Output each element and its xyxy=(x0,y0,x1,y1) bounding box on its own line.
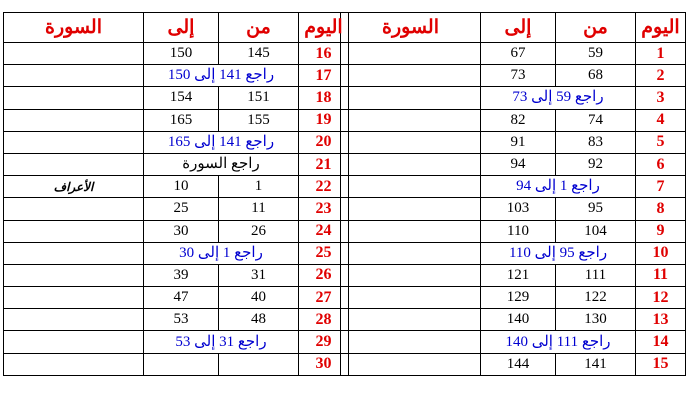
from-cell: 95 xyxy=(556,198,636,220)
to-cell: 154 xyxy=(144,87,219,109)
surah-cell xyxy=(4,242,144,264)
table-row xyxy=(341,331,686,353)
day-cell: 26 xyxy=(299,264,349,286)
to-cell: 91 xyxy=(481,131,556,153)
from-cell: 59 xyxy=(556,43,636,65)
header-surah: السورة xyxy=(341,13,481,43)
from-cell: 83 xyxy=(556,131,636,153)
table-row xyxy=(4,287,349,309)
surah-cell xyxy=(341,309,481,331)
from-cell: 40 xyxy=(219,287,299,309)
surah-cell xyxy=(341,287,481,309)
from-cell: 151 xyxy=(219,87,299,109)
from-cell: 74 xyxy=(556,109,636,131)
to-cell: 82 xyxy=(481,109,556,131)
table-row xyxy=(341,198,686,220)
surah-cell xyxy=(341,242,481,264)
to-cell: 150 xyxy=(144,43,219,65)
surah-cell xyxy=(341,153,481,175)
schedule-table-days-1-15 xyxy=(340,12,686,376)
from-cell: 155 xyxy=(219,109,299,131)
table-row xyxy=(4,176,349,198)
table-row xyxy=(4,309,349,331)
day-cell: 13 xyxy=(636,309,686,331)
table-row xyxy=(4,87,349,109)
review-cell: راجع 1 إلى 94 xyxy=(481,176,636,198)
table-body xyxy=(341,43,686,376)
to-cell: 67 xyxy=(481,43,556,65)
day-cell: 6 xyxy=(636,153,686,175)
table-row xyxy=(341,353,686,375)
to-cell: 10 xyxy=(144,176,219,198)
table-row xyxy=(341,109,686,131)
day-cell: 23 xyxy=(299,198,349,220)
from-cell: 130 xyxy=(556,309,636,331)
from-cell: 26 xyxy=(219,220,299,242)
surah-cell xyxy=(341,65,481,87)
day-cell: 29 xyxy=(299,331,349,353)
day-cell: 18 xyxy=(299,87,349,109)
header-to: إلى xyxy=(481,13,556,43)
review-cell: راجع السورة xyxy=(144,153,299,175)
table-row xyxy=(4,331,349,353)
surah-cell xyxy=(4,153,144,175)
table-row xyxy=(341,131,686,153)
schedule-table-days-16-30 xyxy=(3,12,349,376)
from-cell: 145 xyxy=(219,43,299,65)
surah-cell xyxy=(4,131,144,153)
from-cell: 11 xyxy=(219,198,299,220)
to-cell: 165 xyxy=(144,109,219,131)
table-row xyxy=(341,153,686,175)
review-cell: راجع 1 إلى 30 xyxy=(144,242,299,264)
header-to: إلى xyxy=(144,13,219,43)
to-cell: 140 xyxy=(481,309,556,331)
day-cell: 5 xyxy=(636,131,686,153)
table-row xyxy=(4,109,349,131)
day-cell: 15 xyxy=(636,353,686,375)
from-cell: 1 xyxy=(219,176,299,198)
surah-cell xyxy=(341,353,481,375)
surah-cell xyxy=(341,220,481,242)
from-cell xyxy=(219,353,299,375)
surah-cell xyxy=(341,87,481,109)
day-cell: 9 xyxy=(636,220,686,242)
surah-cell xyxy=(341,331,481,353)
table-row xyxy=(4,264,349,286)
day-cell: 7 xyxy=(636,176,686,198)
table-row xyxy=(341,264,686,286)
surah-cell xyxy=(341,131,481,153)
day-cell: 12 xyxy=(636,287,686,309)
table-row xyxy=(4,153,349,175)
day-cell: 21 xyxy=(299,153,349,175)
review-cell: راجع 31 إلى 53 xyxy=(144,331,299,353)
to-cell: 121 xyxy=(481,264,556,286)
header-row xyxy=(341,13,686,43)
from-cell: 31 xyxy=(219,264,299,286)
surah-cell xyxy=(341,109,481,131)
to-cell: 103 xyxy=(481,198,556,220)
day-cell: 30 xyxy=(299,353,349,375)
header-from: من xyxy=(219,13,299,43)
surah-cell xyxy=(4,353,144,375)
surah-cell xyxy=(341,176,481,198)
day-cell: 10 xyxy=(636,242,686,264)
review-cell: راجع 95 إلى 110 xyxy=(481,242,636,264)
surah-cell xyxy=(341,43,481,65)
surah-cell xyxy=(4,87,144,109)
table-row xyxy=(4,65,349,87)
day-cell: 25 xyxy=(299,242,349,264)
from-cell: 141 xyxy=(556,353,636,375)
table-row xyxy=(4,220,349,242)
from-cell: 122 xyxy=(556,287,636,309)
table-row xyxy=(341,309,686,331)
surah-cell xyxy=(4,43,144,65)
table-row xyxy=(4,198,349,220)
header-row xyxy=(4,13,349,43)
day-cell: 19 xyxy=(299,109,349,131)
table-row xyxy=(341,65,686,87)
header-day: اليوم xyxy=(636,13,686,43)
surah-cell xyxy=(4,220,144,242)
table-row xyxy=(341,242,686,264)
to-cell: 94 xyxy=(481,153,556,175)
header-from: من xyxy=(556,13,636,43)
surah-cell xyxy=(4,287,144,309)
to-cell: 53 xyxy=(144,309,219,331)
day-cell: 28 xyxy=(299,309,349,331)
day-cell: 16 xyxy=(299,43,349,65)
from-cell: 68 xyxy=(556,65,636,87)
surah-cell xyxy=(4,198,144,220)
surah-cell xyxy=(4,309,144,331)
day-cell: 2 xyxy=(636,65,686,87)
table-row xyxy=(341,287,686,309)
to-cell: 39 xyxy=(144,264,219,286)
to-cell: 144 xyxy=(481,353,556,375)
surah-cell xyxy=(4,109,144,131)
table-row xyxy=(341,43,686,65)
day-cell: 8 xyxy=(636,198,686,220)
table-row xyxy=(4,353,349,375)
table-row xyxy=(4,43,349,65)
to-cell: 47 xyxy=(144,287,219,309)
table-row xyxy=(341,87,686,109)
review-cell: راجع 59 إلى 73 xyxy=(481,87,636,109)
review-cell: راجع 141 إلى 150 xyxy=(144,65,299,87)
review-cell: راجع 141 إلى 165 xyxy=(144,131,299,153)
header-day: اليوم xyxy=(299,13,349,43)
to-cell: 129 xyxy=(481,287,556,309)
table-row xyxy=(341,176,686,198)
to-cell: 25 xyxy=(144,198,219,220)
surah-cell xyxy=(4,65,144,87)
surah-cell xyxy=(341,198,481,220)
day-cell: 4 xyxy=(636,109,686,131)
day-cell: 17 xyxy=(299,65,349,87)
table-body xyxy=(4,43,349,376)
surah-cell xyxy=(4,264,144,286)
table-row xyxy=(4,242,349,264)
to-cell xyxy=(144,353,219,375)
day-cell: 14 xyxy=(636,331,686,353)
day-cell: 24 xyxy=(299,220,349,242)
from-cell: 92 xyxy=(556,153,636,175)
table-row xyxy=(341,220,686,242)
day-cell: 22 xyxy=(299,176,349,198)
day-cell: 1 xyxy=(636,43,686,65)
from-cell: 111 xyxy=(556,264,636,286)
table-row xyxy=(4,131,349,153)
from-cell: 48 xyxy=(219,309,299,331)
review-cell: راجع 111 إلى 140 xyxy=(481,331,636,353)
to-cell: 30 xyxy=(144,220,219,242)
day-cell: 20 xyxy=(299,131,349,153)
day-cell: 3 xyxy=(636,87,686,109)
to-cell: 73 xyxy=(481,65,556,87)
header-surah: السورة xyxy=(4,13,144,43)
from-cell: 104 xyxy=(556,220,636,242)
surah-cell xyxy=(4,331,144,353)
day-cell: 11 xyxy=(636,264,686,286)
day-cell: 27 xyxy=(299,287,349,309)
to-cell: 110 xyxy=(481,220,556,242)
surah-cell: الأعراف xyxy=(4,176,144,198)
surah-cell xyxy=(341,264,481,286)
